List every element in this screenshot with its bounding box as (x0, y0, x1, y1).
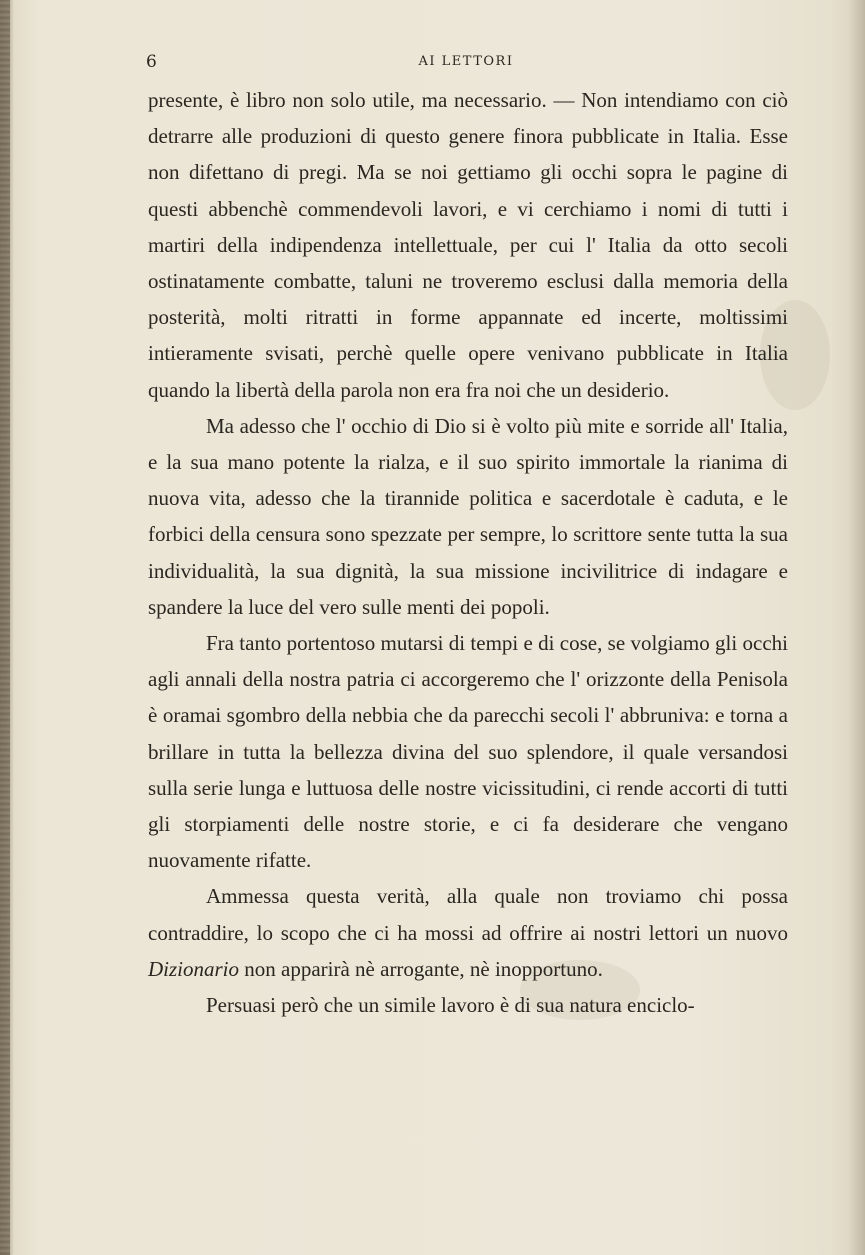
paragraph-5: Persuasi però che un simile lavoro è di sua natura enciclo- (206, 993, 695, 1018)
page-edge-shadow (849, 0, 865, 1255)
page-number: 6 (146, 52, 157, 72)
running-head: AI LETTORI (418, 54, 514, 69)
body-text (148, 82, 788, 1023)
paragraph-4-lead: Ammessa questa verità, alla quale non troviamo chi possa contraddire, lo scopo che ci ha mossi ad offrire ai nostri lettori un nuovo (148, 884, 788, 945)
dizionario-title: Dizionario (148, 956, 240, 981)
book-spine (0, 0, 10, 1255)
paragraph-3: Fra tanto portentoso mutarsi di tempi e di cose, se volgiamo gli occhi agli annali della nostra patria ci accorgeremo che l' orizzonte della Penisola è oramai sgombro della nebbia che da parecchi secoli l' abbruniva: e torna a brillare in tutta la bellezza divina del suo splendore, il quale versandosi sulla serie lunga e luttuosa delle nostre vicissitudini, ci rende accorti di tutti gli storpiamenti delle nostre storie, e ci fa desiderare che vengano nuovamente rifatte. (148, 631, 788, 873)
paragraph-4-tail: non apparirà nè arrogante, nè inopportuno. (239, 956, 603, 981)
paragraph-4 (148, 878, 788, 987)
paragraph-2: Ma adesso che l' occhio di Dio si è volto più mite e sorride all' Italia, e la sua mano potente la rialza, e il suo spirito immortale la rianima di nuova vita, adesso che la tirannide politica e sacerdotale è caduta, e le forbici della censura sono spezzate per sempre, lo scrittore sente tutta la sua individualità, la sua dignità, la sua missione incivilitrice di indagare e spandere la luce del vero sulle menti dei popoli. (148, 413, 788, 619)
page-header (146, 52, 786, 72)
paragraph-1: presente, è libro non solo utile, ma necessario. — Non intendiamo con ciò detrarre alle produzioni di questo genere finora pubblicate in Italia. Esse non difettano di pregi. Ma se noi gettiamo gli occhi sopra le pagine di questi abbenchè commendevoli lavori, e vi cerchiamo i nomi di tutti i martiri della indipendenza intellettuale, per cui l' Italia da otto secoli ostinatamente combatte, taluni ne troveremo esclusi dalla memoria della posterità, molti ritratti in forme appannate ed incerte, moltissimi intieramente svisati, perchè quelle opere venivano pubblicate in Italia quando la libertà della parola non era fra noi che un desiderio. (148, 88, 788, 402)
